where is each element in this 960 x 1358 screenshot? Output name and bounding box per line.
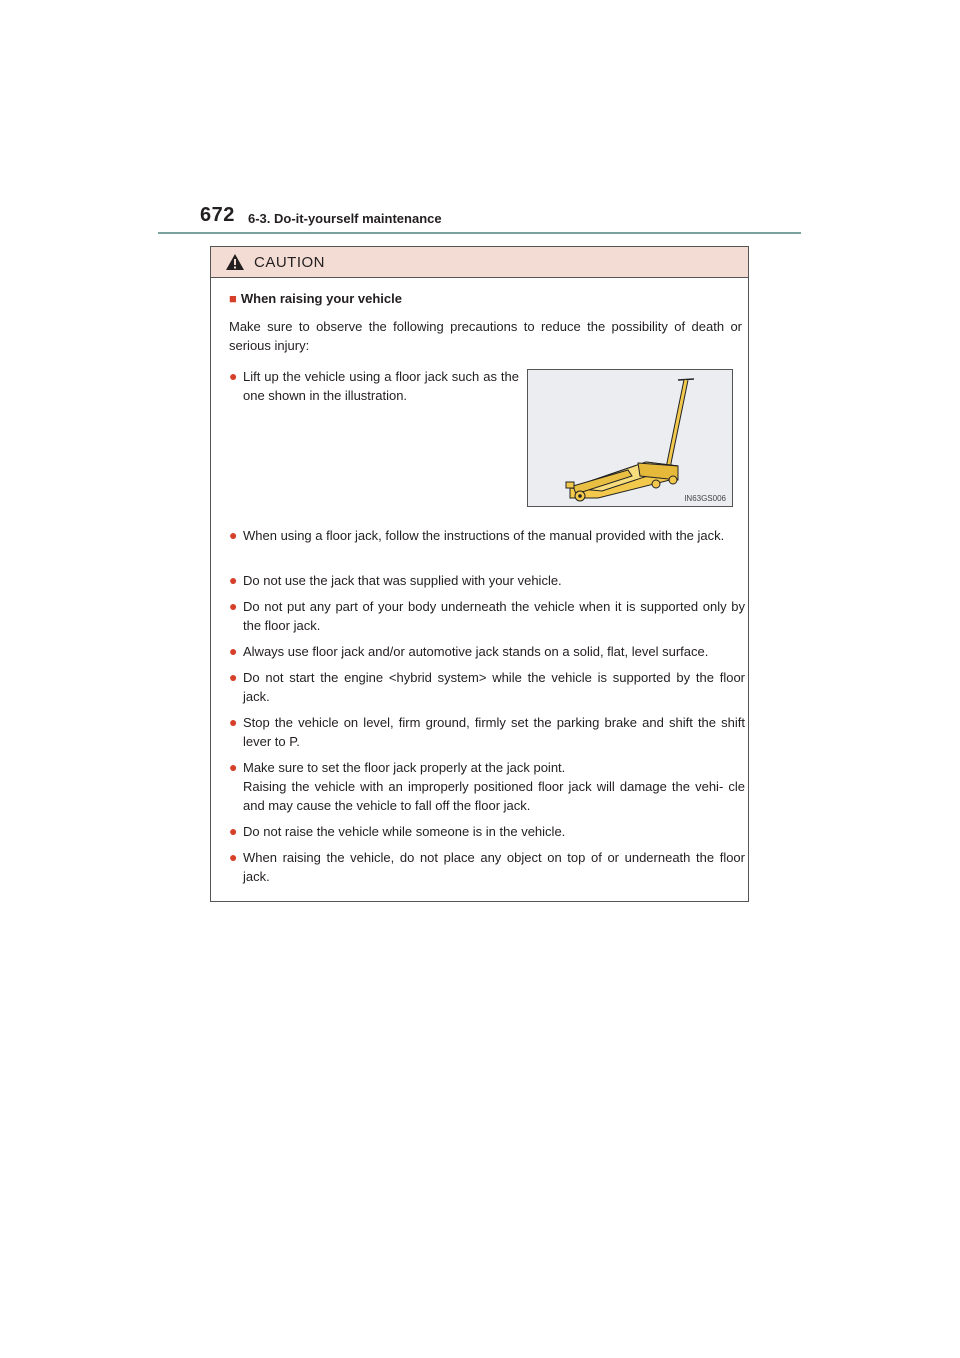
list-item-text: Do not raise the vehicle while someone is in the vehicle. [243,824,566,839]
header-rule [158,232,801,234]
list-item-text: Do not start the engine <hybrid system> while the vehicle is supported by the floor jack. [243,670,745,704]
list-item [229,571,745,590]
list-item-text: Make sure to set the floor jack properly at the jack point. [243,760,566,775]
list-item [229,848,745,886]
warning-triangle-icon [225,253,245,276]
bullet-dot-icon: ● [229,598,238,614]
list-item [229,642,745,661]
list-item-text: Stop the vehicle on level, firm ground, firmly set the parking brake and shift the shift lever to P. [243,715,745,749]
list-item-text: Always use floor jack and/or automotive jack stands on a solid, flat, level surface. [243,644,709,659]
caution-heading-text: When raising your vehicle [240,291,402,306]
bullet-dot-icon: ● [229,368,238,384]
list-item-subtext: Raising the vehicle with an improperly positioned floor jack will damage the vehi- cle and may cause the vehicle to fall off the floor jack. [243,779,745,813]
bullet-dot-icon: ● [229,669,238,685]
bullet-dot-icon: ● [229,643,238,659]
list-item [229,668,745,706]
bullet-dot-icon: ● [229,823,238,839]
figure-code: IN63GS006 [684,494,726,503]
list-item [229,713,745,751]
list-item [229,758,745,815]
list-item [229,822,745,841]
list-item [229,367,519,405]
bullet-dot-icon: ● [229,714,238,730]
caution-heading [229,291,402,306]
list-item-text: Do not put any part of your body underneath the vehicle when it is supported only by the floor jack. [243,599,745,633]
floor-jack-illustration [527,369,733,507]
caution-header [211,247,748,278]
floor-jack-image [528,370,733,507]
caution-box [210,246,749,902]
square-bullet-icon: ■ [229,291,237,306]
page-number: 672 [200,204,235,226]
caution-title: CAUTION [254,254,325,271]
caution-intro: Make sure to observe the following precautions to reduce the possibility of death or serious injury: [229,319,742,353]
bullet-dot-icon: ● [229,572,238,588]
bullet-dot-icon: ● [229,527,238,543]
list-item-text: When raising the vehicle, do not place any object on top of or underneath the floor jack. [243,850,745,884]
section-title: 6-3. Do-it-yourself maintenance [248,211,442,226]
bullet-dot-icon: ● [229,849,238,865]
list-item-text: Lift up the vehicle using a floor jack such as the one shown in the illustration. [243,369,519,403]
bullet-dot-icon: ● [229,759,238,775]
list-item-text: When using a floor jack, follow the instructions of the manual provided with the jack. [243,528,725,543]
list-item [229,597,745,635]
list-item [229,526,745,545]
list-item-text: Do not use the jack that was supplied with your vehicle. [243,573,562,588]
